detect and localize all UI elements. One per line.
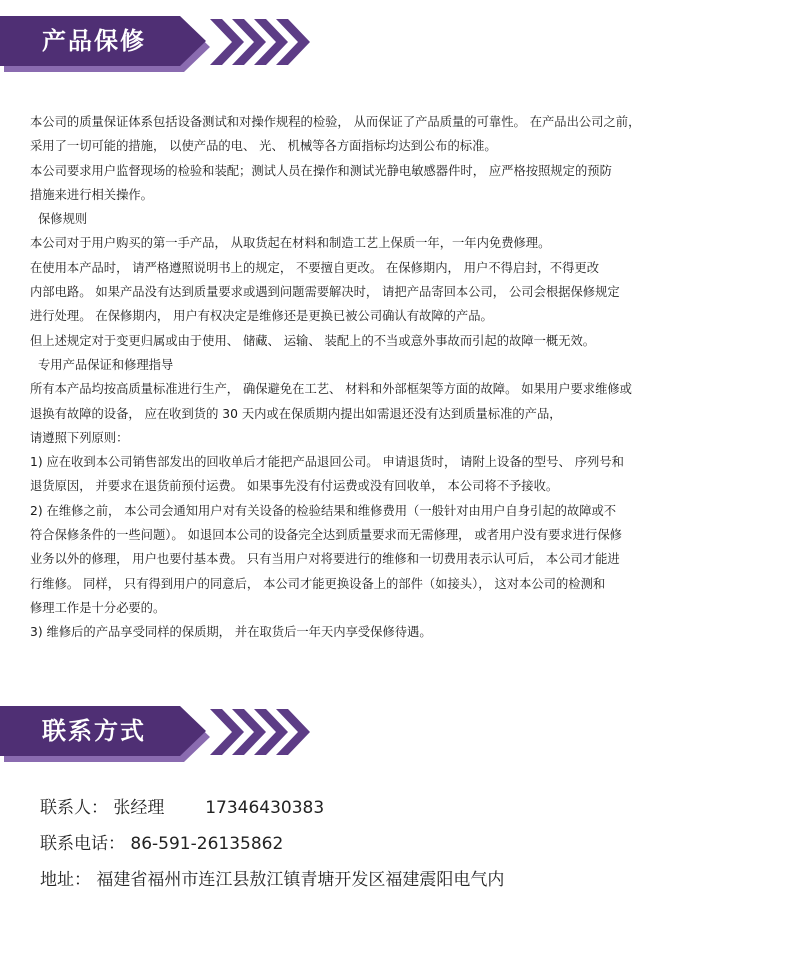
contact-person-row <box>40 790 504 826</box>
warranty-line: 在使用本产品时， 请严格遵照说明书上的规定， 不要擅自更改。 在保修期内， 用户不得启封，不得更改 <box>30 260 599 275</box>
warranty-line: 1) 应在收到本公司销售部发出的回收单后才能把产品退回公司。 申请退货时， 请附上设备的型号、 序列号和 <box>30 455 624 470</box>
contact-phone-label: 联系电话： <box>40 834 125 854</box>
warranty-line: 进行处理。 在保修期内， 用户有权决定是维修还是更换已被公司确认有故障的产品。 <box>30 309 493 324</box>
contact-address-label: 地址： <box>40 870 91 890</box>
warranty-line: 退换有故障的设备， 应在收到货的 30 天内或在保质期内提出如需退还没有达到质量标准的产品， <box>30 406 562 421</box>
warranty-line: 本公司的质量保证体系包括设备测试和对操作规程的检验， 从而保证了产品质量的可靠性。 在产品出公司之前， <box>30 115 641 129</box>
contact-person-name: 张经理 <box>113 798 165 818</box>
warranty-line: 符合保修条件的一些问题）。 如退回本公司的设备完全达到质量要求而无需修理， 或者用户没有要求进行保修 <box>30 528 622 543</box>
warranty-section-title: 产品保修 <box>42 27 146 55</box>
warranty-line: 3) 维修后的产品享受同样的保质期， 并在取货后一年天内享受保修待遇。 <box>30 625 432 640</box>
warranty-line: 业务以外的修理， 用户也要付基本费。 只有当用户对将要进行的维修和一切费用表示认可后， 本公司才能进 <box>30 552 620 567</box>
contact-info-block <box>40 790 504 898</box>
contact-address-value: 福建省福州市连江县敖江镇青塘开发区福建震阳电气内 <box>96 870 505 890</box>
warranty-line: 退货原因， 并要求在退货前预付运费。 如果事先没有付运费或没有回收单， 本公司将不予接收。 <box>30 479 559 494</box>
warranty-line: 2) 在维修之前， 本公司会通知用户对有关设备的检验结果和维修费用（一般针对由用户自身引起的故障或不 <box>30 503 617 518</box>
banner-chevrons-icon <box>210 19 310 65</box>
warranty-line: 措施来进行相关操作。 <box>30 187 153 202</box>
warranty-section-banner <box>0 16 340 74</box>
warranty-line: 本公司要求用户监督现场的检验和装配；测试人员在操作和测试光静电敏感器件时， 应严格按照规定的预防 <box>30 163 612 178</box>
warranty-line: 本公司对于用户购买的第一手产品， 从取货起在材料和制造工艺上保质一年，一年内免费修理。 <box>30 236 551 251</box>
contact-person-phone: 17346430383 <box>205 798 325 818</box>
warranty-subheading: 专用产品保证和修理指导 <box>38 357 174 372</box>
warranty-text-block <box>30 110 760 645</box>
banner-chevrons-icon <box>210 709 310 755</box>
contact-person-label: 联系人： <box>40 798 108 818</box>
contact-phone-row <box>40 826 504 862</box>
contact-phone-value: 86-591-26135862 <box>130 834 284 854</box>
warranty-line: 所有本产品均按高质量标准进行生产， 确保避免在工艺、 材料和外部框架等方面的故障。 如果用户要求维修或 <box>30 382 632 397</box>
warranty-line: 行维修。 同样， 只有得到用户的同意后， 本公司才能更换设备上的部件（如接头）， 这对本公司的检测和 <box>30 576 606 591</box>
warranty-line: 但上述规定对于变更归属或由于使用、 储藏、 运输、 装配上的不当或意外事故而引起的故障一概无效。 <box>30 333 596 348</box>
warranty-subheading: 保修规则 <box>38 212 88 227</box>
contact-section-title: 联系方式 <box>42 717 146 745</box>
warranty-line: 内部电路。 如果产品没有达到质量要求或遇到问题需要解决时， 请把产品寄回本公司， 公司会根据保修规定 <box>30 285 620 300</box>
contact-section-banner <box>0 706 340 764</box>
warranty-line: 采用了一切可能的措施， 以使产品的电、 光、 机械等各方面指标均达到公布的标准。 <box>30 139 497 154</box>
contact-address-row <box>40 862 504 898</box>
warranty-line: 请遵照下列原则： <box>30 430 129 445</box>
warranty-line: 修理工作是十分必要的。 <box>30 600 166 615</box>
